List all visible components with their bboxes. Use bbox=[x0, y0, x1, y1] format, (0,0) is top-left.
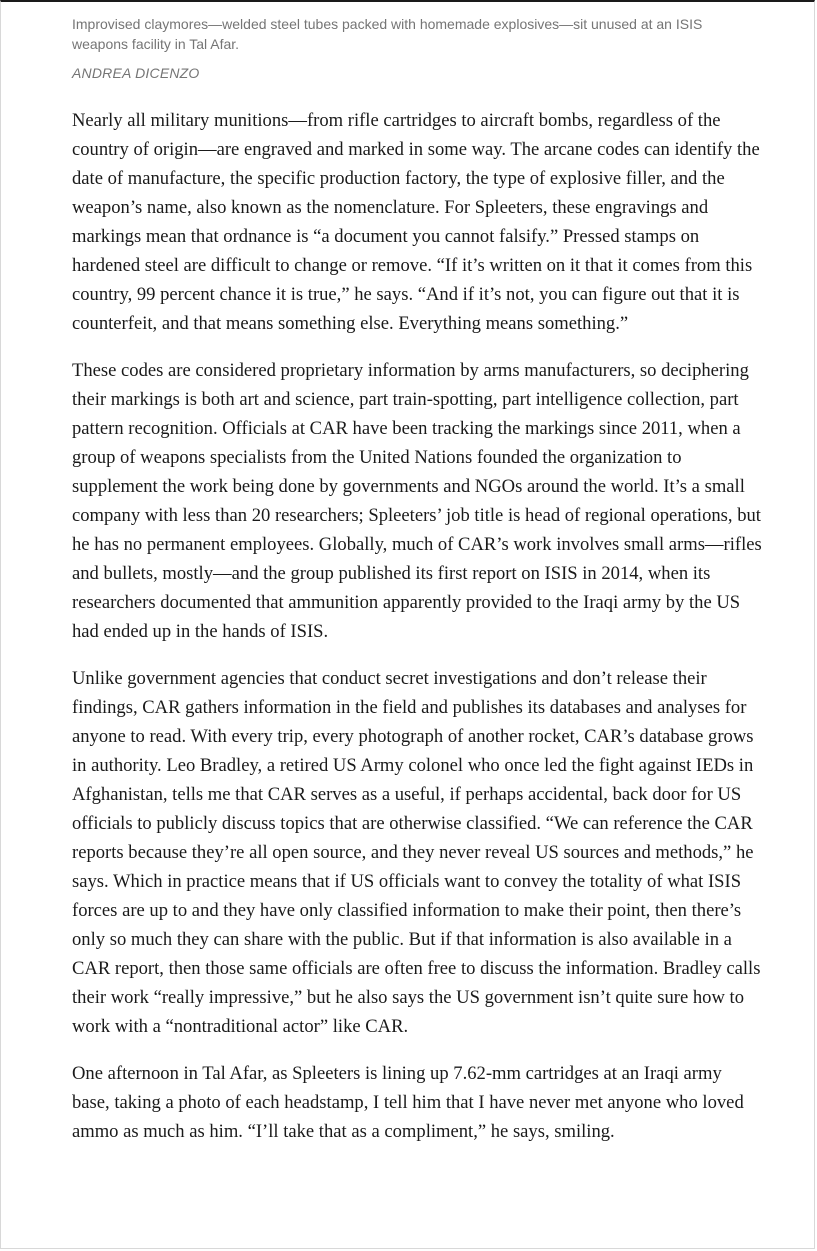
paragraph-2: These codes are considered proprietary information by arms manufacturers, so deciphering their markings is both art and science, part train-spotting, part intelligence collection, part pattern recognition. Officials at CAR have been tracking the markings since 2011, when a group of weapons specialists from the United Nations founded the organization to supplement the work being done by governments and NGOs around the world. It’s a small company with less than 20 researchers; Spleeters’ job title is head of regional operations, but he has no permanent employees. Globally, much of CAR’s work involves small arms—rifles and bullets, mostly—and the group published its first report on ISIS in 2014, when its researchers documented that ammunition apparently provided to the Iraqi army by the US had ended up in the hands of ISIS. bbox=[72, 360, 762, 642]
paragraph-3: Unlike government agencies that conduct secret investigations and don’t release their findings, CAR gathers information in the field and publishes its databases and analyses for anyone to read. With every trip, every photograph of another rocket, CAR’s database grows in authority. Leo Bradley, a retired US Army colonel who once led the fight against IEDs in Afghanistan, tells me that CAR serves as a useful, if perhaps accidental, back door for US officials to publicly discuss topics that are otherwise classified. “We can reference the CAR reports because they’re all open source, and they never reveal US sources and methods,” he says. Which in practice means that if US officials want to convey the totality of what ISIS forces are up to and they have only classified information to make their point, then there’s only so much they can share with the public. But if that information is also available in a CAR report, then those same officials are often free to discuss the information. Bradley calls their work “really impressive,” but he also says the US government isn’t quite sure how to work with a “nontraditional actor” like CAR. bbox=[72, 668, 761, 1037]
paragraph-1: Nearly all military munitions—from rifle cartridges to aircraft bombs, regardless of the country of origin—are engraved and marked in some way. The arcane codes can identify the date of manufacture, the specific production factory, the type of explosive filler, and the weapon’s name, also known as the nomenclature. For Spleeters, these engravings and markings mean that ordnance is “a document you cannot falsify.” Pressed stamps on hardened steel are difficult to change or remove. “If it’s written on it that it comes from this country, 99 percent chance it is true,” he says. “And if it’s not, you can figure out that it is counterfeit, and that means something else. Everything means something.” bbox=[72, 110, 760, 334]
photo-caption: Improvised claymores—welded steel tubes packed with homemade explosives—sit unused at an ISIS weapons facility in Tal Afar. bbox=[72, 16, 703, 52]
photo-credit: ANDREA DICENZO bbox=[72, 65, 200, 81]
paragraph-4: One afternoon in Tal Afar, as Spleeters is lining up 7.62-mm cartridges at an Iraqi army base, taking a photo of each headstamp, I tell him that I have never met anyone who loved ammo as much as him. “I’ll take that as a compliment,” he says, smiling. bbox=[72, 1063, 744, 1142]
article-body bbox=[72, 14, 762, 1146]
